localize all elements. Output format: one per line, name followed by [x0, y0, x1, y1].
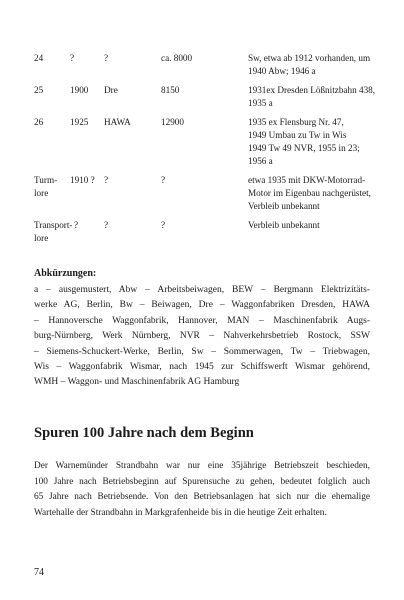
row-factory-number: 8150 [161, 85, 180, 95]
row-factory-number: ? [161, 220, 166, 230]
row-maker: HAWA [104, 117, 131, 127]
row-factory-number: ca. 8000 [161, 53, 193, 63]
row-year: 1910 ? [70, 175, 95, 185]
row-remarks: 1935 ex Flensburg Nr. 47, 1949 Umbau zu Tw in Wis 1949 Tw 49 NVR, 1955 in 23; 1956 a [248, 117, 360, 166]
row-maker: Dre [104, 85, 118, 95]
table-row [34, 84, 374, 110]
section-heading: Spuren 100 Jahre nach dem Beginn [34, 425, 254, 441]
abbreviations-heading: Abkürzungen: [34, 268, 97, 279]
row-year: ? [74, 220, 79, 230]
row-remarks: Sw, etwa ab 1912 vorhanden, um 1940 Abw; 1946 a [248, 53, 371, 76]
page-number: 74 [34, 567, 44, 578]
row-maker: ? [104, 53, 109, 63]
row-number: 26 [34, 117, 44, 127]
row-number: 24 [34, 53, 44, 63]
row-remarks: etwa 1935 mit DKW-Motorrad- Motor im Eigenbau nachgerüstet, Verbleib unbekannt [248, 175, 371, 211]
row-maker: ? [104, 175, 109, 185]
row-year: ? [70, 53, 75, 63]
row-year: 1900 [70, 85, 89, 95]
row-remarks: Verbleib unbekannt [248, 220, 320, 230]
abbreviations-text: a – ausgemustert, Abw – Arbeitsbeiwagen, BEW – Bergmann Elektrizitäts- werke AG, Berlin, Bw – Beiwagen, Dre – Waggonfabriken Dresden, HAWA – Hannoversche Waggonfabrik, Hannover, MAN – Maschinenfabrik Augs- burg-Nürnberg, Werk Nürnberg, NVR – Nahverkehrsbetrieb Rostock, SSW – Siemens-Schuckert-Werke, Berlin, Sw – Sommerwagen, Tw – Triebwagen, Wis – Waggonfabrik Wismar, nach 1945 zur Schiffswerft Wismar gehörend, WMH – Waggon- und Maschinenfabrik AG Hamburg [34, 285, 370, 388]
table-row [34, 116, 374, 168]
section-body: Der Warnemünder Strandbahn war nur eine 35jährige Betriebszeit beschieden, 100 Jahre nach Betriebsbeginn auf Spurensuche zu gehen, bedeutet folglich auch 65 Jahre nach Betriebsende. Von den Betriebsanlagen hat sich nur die ehemalige Wartehalle der Strandbahn in Markgrafenheide bis in die heutige Zeit erhalten. [34, 461, 370, 518]
row-remarks: 1931ex Dresden Lößnitzbahn 438, 1935 a [248, 85, 376, 108]
table-row [34, 52, 374, 78]
vehicle-table [34, 52, 374, 245]
table-row [34, 174, 374, 213]
row-number: 25 [34, 85, 44, 95]
row-year: 1925 [70, 117, 89, 127]
row-number: Turm- lore [34, 175, 58, 198]
table-row [34, 219, 374, 245]
row-factory-number: ? [161, 175, 166, 185]
row-number: Transport- lore [34, 220, 73, 243]
row-factory-number: 12900 [161, 117, 184, 127]
row-maker: ? [104, 220, 109, 230]
